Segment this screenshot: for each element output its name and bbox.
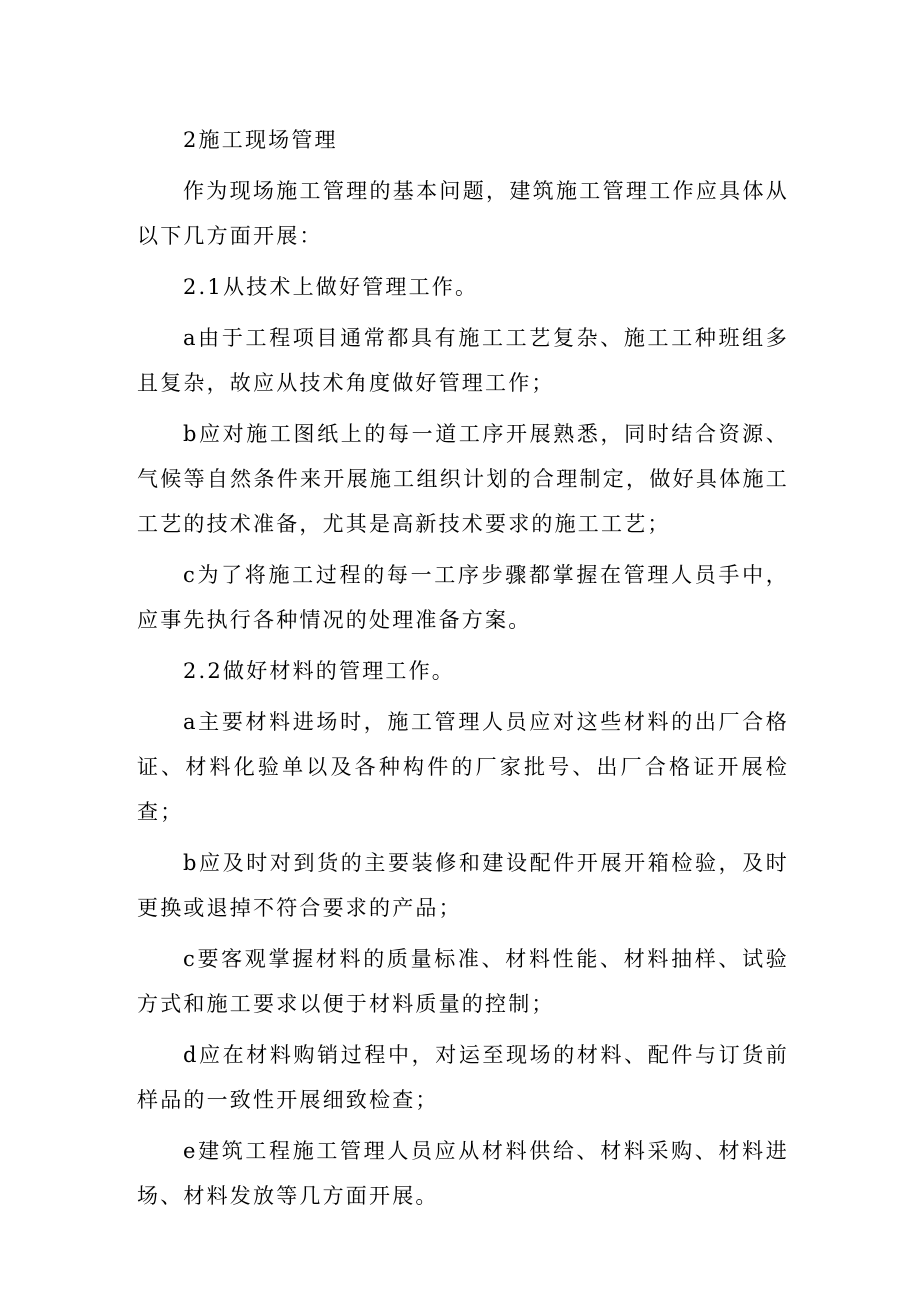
document-body [137, 118, 789, 1219]
material-item-c: c要客观掌握材料的质量标准、材料性能、材料抽样、试验方式和施工要求以便于材料质量的控制； [137, 947, 789, 1016]
material-item-b: b应及时对到货的主要装修和建设配件开展开箱检验，及时更换或退掉不符合要求的产品； [137, 851, 789, 920]
subsection-heading-technical-management: 2.1从技术上做好管理工作。 [183, 275, 479, 299]
material-item-a: a主要材料进场时，施工管理人员应对这些材料的出厂合格证、材料化验单以及各种构件的厂家批号、出厂合格证开展检查； [137, 710, 789, 824]
subsection-heading-material-management: 2.2做好材料的管理工作。 [183, 659, 455, 683]
technical-item-c: c为了将施工过程的每一工序步骤都掌握在管理人员手中，应事先执行各种情况的处理准备方案。 [137, 563, 789, 632]
technical-item-b: b应对施工图纸上的每一道工序开展熟悉，同时结合资源、气候等自然条件来开展施工组织计划的合理制定，做好具体施工工艺的技术准备，尤其是高新技术要求的施工工艺； [137, 422, 789, 536]
material-item-d: d应在材料购销过程中，对运至现场的材料、配件与订货前样品的一致性开展细致检查； [137, 1043, 789, 1112]
material-item-e: e建筑工程施工管理人员应从材料供给、材料采购、材料进场、材料发放等几方面开展。 [137, 1139, 789, 1208]
intro-paragraph: 作为现场施工管理的基本问题，建筑施工管理工作应具体从以下几方面开展： [137, 179, 789, 248]
technical-item-a: a由于工程项目通常都具有施工工艺复杂、施工工种班组多且复杂，故应从技术角度做好管理工作； [137, 326, 789, 395]
section-heading-construction-site-management: 2施工现场管理 [183, 128, 338, 152]
